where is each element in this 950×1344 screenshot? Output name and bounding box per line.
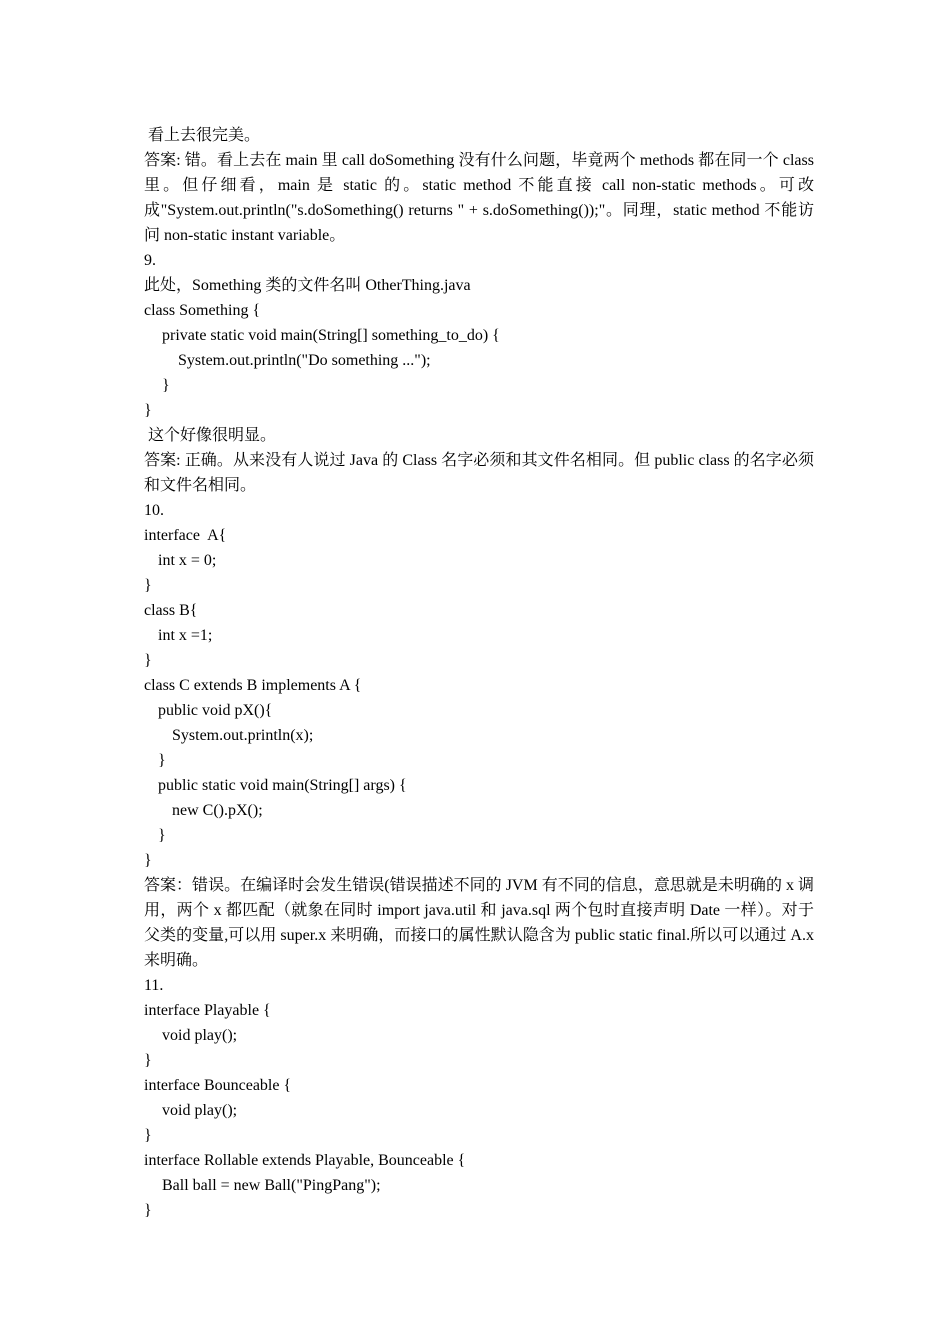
code-line: interface Bounceable { xyxy=(144,1077,292,1094)
code-line: } xyxy=(144,852,152,869)
q10-answer: 答案：错误。在编译时会发生错误(错误描述不同的 JVM 有不同的信息，意思就是未明确的 x 调用，两个 x 都匹配（就象在同时 import java.util 和 java.sql 两个包时直接声明 Date 一样）。对于父类的变量,可以用 super.x 来明确，而接口的属性默认隐含为 public static final.所以可以通过 A.x 来明确。 xyxy=(144,877,814,969)
code-line: } xyxy=(144,577,152,594)
q9-comment: 这个好像很明显。 xyxy=(148,427,277,444)
q9-number: 9. xyxy=(144,252,156,269)
code-line: class Something { xyxy=(144,302,261,319)
q9-answer: 答案: 正确。从来没有人说过 Java 的 Class 名字必须和其文件名相同。但 public class 的名字必须和文件名相同。 xyxy=(144,452,814,494)
code-line: System.out.println("Do something ..."); xyxy=(178,352,431,369)
code-line: } xyxy=(144,652,152,669)
code-line: public void pX(){ xyxy=(158,702,273,719)
q9-intro: 此处，Something 类的文件名叫 OtherThing.java xyxy=(144,277,471,294)
code-line: class B{ xyxy=(144,602,198,619)
q11-number: 11. xyxy=(144,977,164,994)
q8-comment: 看上去很完美。 xyxy=(148,127,261,144)
q9-code-block xyxy=(144,298,814,423)
code-line: } xyxy=(158,752,166,769)
q8-answer: 答案: 错。看上去在 main 里 call doSomething 没有什么问题，毕竟两个 methods 都在同一个 class 里。但仔细看，main 是 static 的。static method 不能直接 call non-static methods。可改成"System.out.println("s.doSomething() returns " + s.doSomething());"。同理，static method 不能访问 non-static instant variable。 xyxy=(144,152,814,244)
code-line: int x = 0; xyxy=(158,552,217,569)
code-line: void play(); xyxy=(162,1102,238,1119)
q10-code-block xyxy=(144,523,814,873)
code-line: } xyxy=(144,1202,152,1219)
code-line: void play(); xyxy=(162,1027,238,1044)
code-line: new C().pX(); xyxy=(172,802,263,819)
code-line: } xyxy=(144,1127,152,1144)
code-line: int x =1; xyxy=(158,627,213,644)
q11-code-block xyxy=(144,998,814,1223)
code-line: interface Playable { xyxy=(144,1002,271,1019)
code-line: public static void main(String[] args) { xyxy=(158,777,407,794)
code-line: class C extends B implements A { xyxy=(144,677,362,694)
q10-number: 10. xyxy=(144,502,164,519)
code-line: } xyxy=(162,377,170,394)
code-line: interface A{ xyxy=(144,527,227,544)
document-page xyxy=(144,123,814,1223)
code-line: Ball ball = new Ball("PingPang"); xyxy=(162,1177,381,1194)
code-line: private static void main(String[] something_to_do) { xyxy=(162,327,500,344)
code-line: interface Rollable extends Playable, Bounceable { xyxy=(144,1152,466,1169)
code-line: } xyxy=(144,1052,152,1069)
code-line: System.out.println(x); xyxy=(172,727,314,744)
code-line: } xyxy=(158,827,166,844)
code-line: } xyxy=(144,402,152,419)
